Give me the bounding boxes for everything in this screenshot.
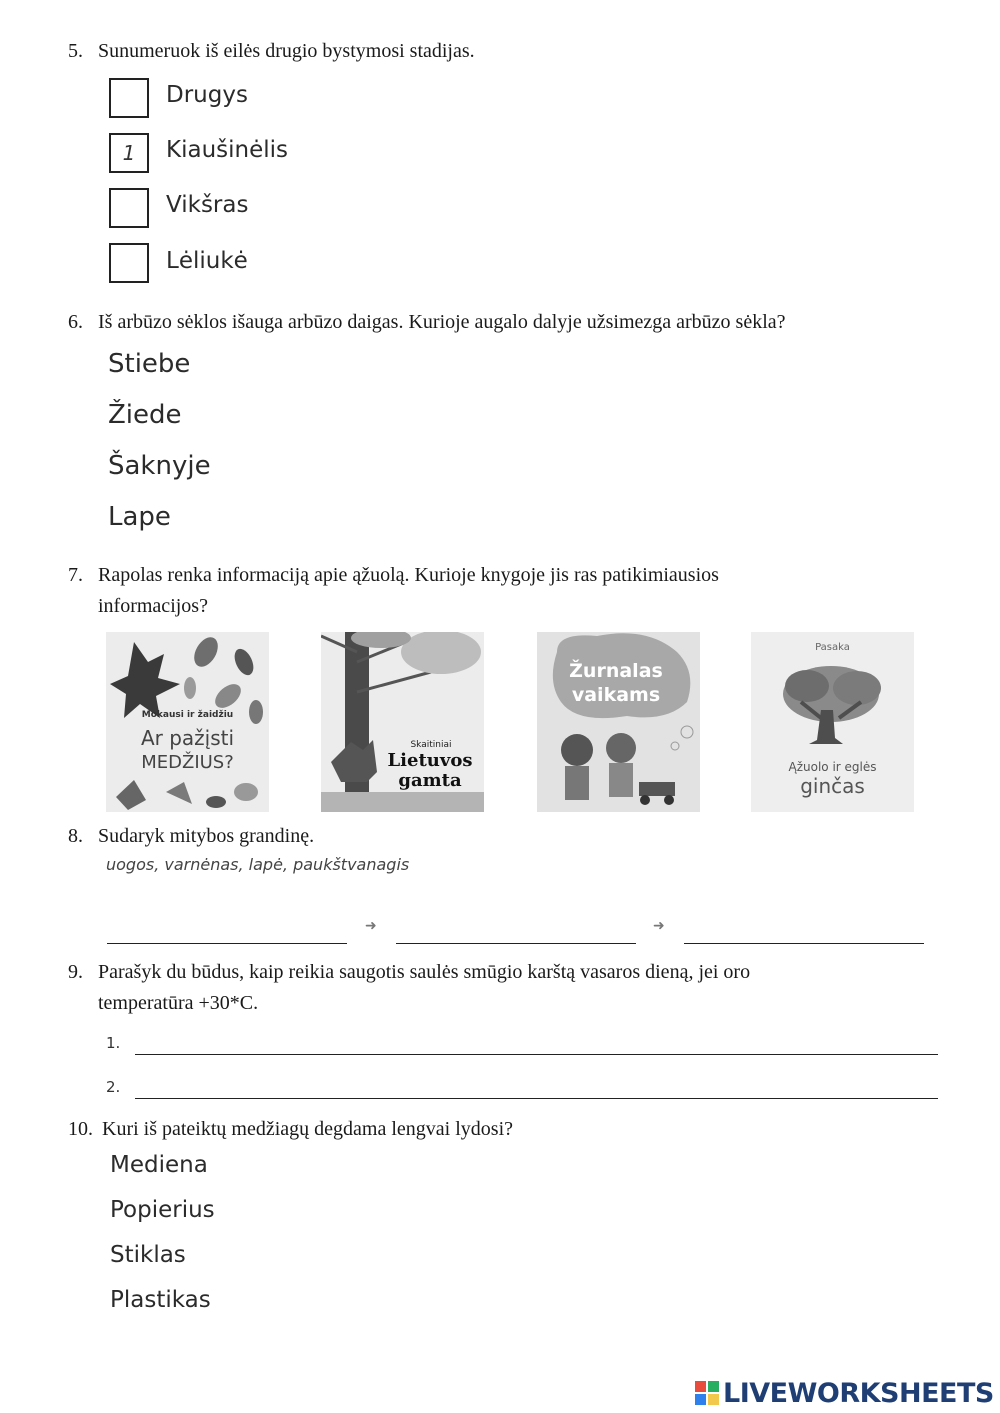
question-text-line1: Rapolas renka informaciją apie ąžuolą. Kurioje knygoje jis ras patikimiausios: [98, 564, 719, 586]
brand-name: LIVEWORKSHEETS: [723, 1377, 994, 1409]
answer-line-label: 2.: [106, 1078, 121, 1096]
question-7: [68, 560, 719, 622]
food-chain-blank-3[interactable]: [684, 943, 924, 944]
arrow-right-icon: ➜: [653, 918, 665, 934]
question-10: [68, 1114, 513, 1145]
book-title-line2: gamta: [398, 770, 462, 791]
question-5: [68, 36, 475, 67]
book-cover-zurnalas-vaikams[interactable]: [537, 632, 700, 812]
food-chain-blank-2[interactable]: [396, 943, 636, 944]
book-cover-lietuvos-gamta[interactable]: [321, 632, 484, 812]
option-label: Vikšras: [166, 192, 249, 218]
question-text: Sunumeruok iš eilės drugio bystymosi stadijas.: [98, 40, 475, 62]
book-title-line1: Lietuvos: [387, 750, 473, 771]
question-6: [68, 307, 786, 338]
answer-line-1[interactable]: [135, 1054, 938, 1055]
order-box-drugys[interactable]: [109, 78, 149, 118]
magazine-title-line2: vaikams: [571, 684, 661, 706]
question-text-line1: Parašyk du būdus, kaip reikia saugotis saulės smūgio karštą vasaros dieną, jei oro: [98, 961, 751, 983]
question-number: 8.: [68, 825, 83, 847]
question-number: 6.: [68, 311, 83, 333]
food-chain-blank-1[interactable]: [107, 943, 347, 944]
answer-option-saknyje[interactable]: Šaknyje: [108, 451, 211, 481]
book-cover-pasaka[interactable]: [751, 632, 914, 812]
question-number: 5.: [68, 40, 83, 62]
question-text-line2: informacijos?: [98, 595, 208, 617]
answer-option-mediena[interactable]: Mediena: [110, 1152, 208, 1178]
option-label: Kiaušinėlis: [166, 137, 289, 163]
kids-illustration-icon: [537, 632, 700, 812]
question-8: [68, 821, 314, 852]
question-number: 10.: [68, 1118, 93, 1140]
question-9: [68, 957, 750, 1019]
question-text: Kuri iš pateiktų medžiagų degdama lengvai lydosi?: [102, 1118, 513, 1140]
question-number: 7.: [68, 564, 83, 586]
book-cover-medziai[interactable]: [106, 632, 269, 812]
order-box-leliuke[interactable]: [109, 243, 149, 283]
order-box-viksras[interactable]: [109, 188, 149, 228]
book-subtitle: Mokausi ir žaidžiu: [141, 710, 234, 720]
order-value: 1: [122, 141, 136, 165]
magazine-title-line1: Žurnalas: [569, 660, 663, 682]
book-title-line1: Ąžuolo ir eglės: [788, 760, 877, 774]
answer-option-ziede[interactable]: Žiede: [108, 400, 182, 430]
book-subtitle: Pasaka: [815, 642, 850, 653]
option-label: Drugys: [166, 82, 248, 108]
answer-line-2[interactable]: [135, 1098, 938, 1099]
option-label: Lėliukė: [166, 248, 248, 274]
answer-option-popierius[interactable]: Popierius: [110, 1197, 215, 1223]
answer-line-label: 1.: [106, 1034, 121, 1052]
answer-option-stiklas[interactable]: Stiklas: [110, 1242, 186, 1268]
answer-option-plastikas[interactable]: Plastikas: [110, 1287, 211, 1313]
answer-option-stiebe[interactable]: Stiebe: [108, 349, 191, 379]
leaves-illustration-icon: [106, 632, 269, 812]
question-text: Iš arbūzo sėklos išauga arbūzo daigas. Kurioje augalo dalyje užsimezga arbūzo sėkla?: [98, 311, 786, 333]
liveworksheets-logo: [695, 1375, 994, 1411]
food-chain-word-bank: uogos, varnėnas, lapė, paukštvanagis: [106, 855, 410, 874]
order-box-kiausinelis[interactable]: [109, 133, 149, 173]
question-text-line2: temperatūra +30*C.: [98, 992, 259, 1014]
arrow-right-icon: ➜: [365, 918, 377, 934]
logo-squares-icon: [695, 1381, 719, 1405]
question-number: 9.: [68, 961, 83, 983]
answer-option-lape[interactable]: Lape: [108, 502, 171, 532]
book-subtitle: Skaitiniai: [410, 740, 452, 750]
book-title-line2: MEDŽIUS?: [141, 752, 234, 773]
book-title-line1: Ar pažįsti: [140, 726, 235, 750]
question-text: Sudaryk mitybos grandinę.: [98, 825, 315, 847]
book-title-line2: ginčas: [800, 774, 865, 798]
